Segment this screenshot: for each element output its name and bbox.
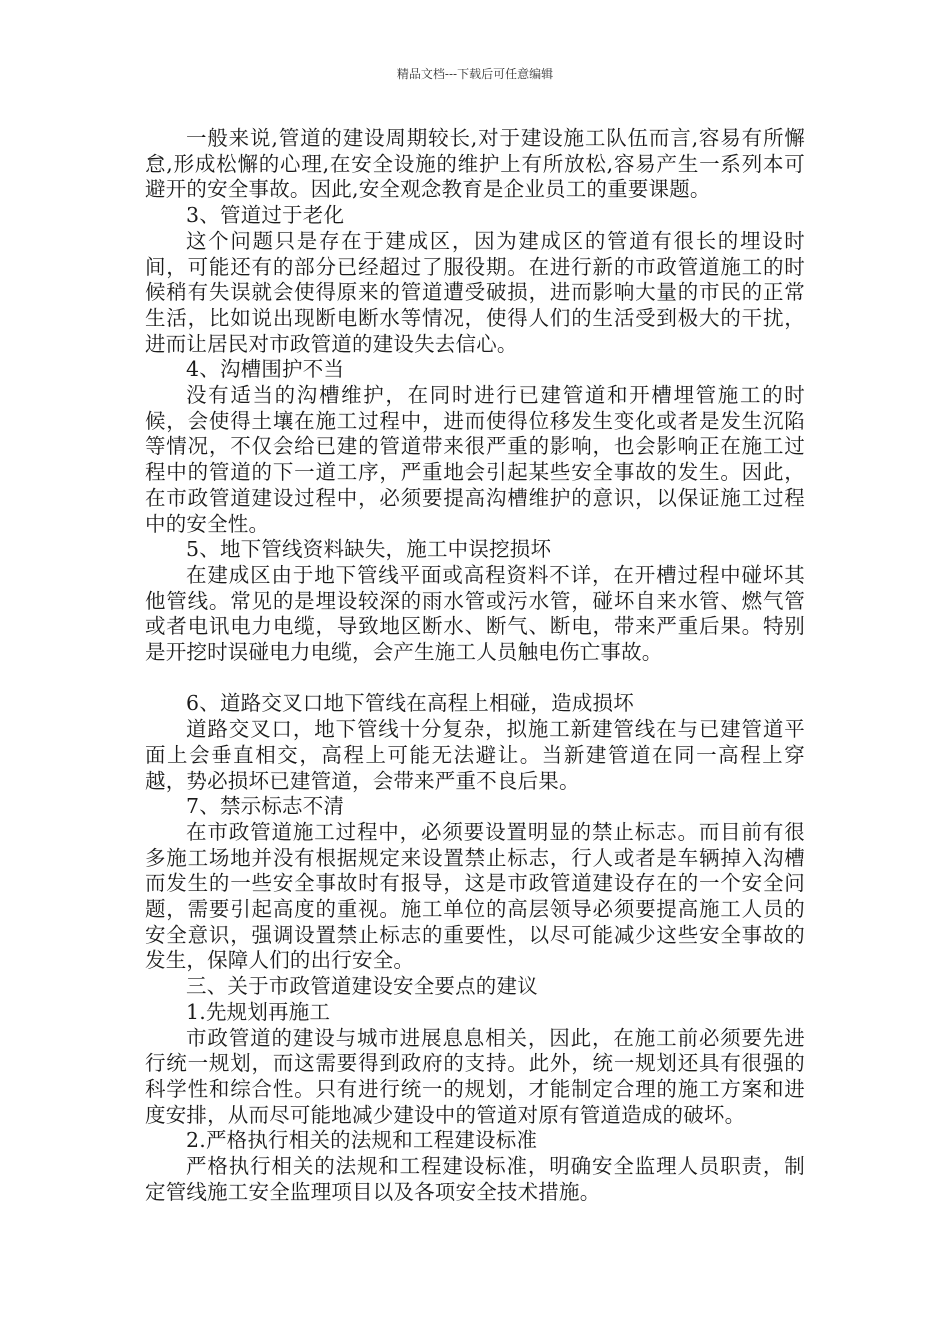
paragraph-trench-support: 没有适当的沟槽维护，在同时进行已建管道和开槽埋管施工的时候，会使得土壤在施工过程中，进而使得位移发生变化或者是发生沉陷等情况，不仅会给已建的管道带来很严重的影响，也会影响正在施工过程中的管道的下一道工序，严重地会引起某些安全事故的发生。因此，在市政管道建设过程中，必须要提高沟槽维护的意识，以保证施工过程中的安全性。 [145, 383, 805, 536]
heading-pipe-aging: 3、管道过于老化 [186, 203, 345, 228]
document-body [145, 126, 805, 1206]
paragraph-pipe-aging: 这个问题只是存在于建成区，因为建成区的管道有很长的埋设时间，可能还有的部分已经超过了服役期。在进行新的市政管道施工的时候稍有失误就会使得原来的管道遭受破损，进而影响大量的市民的正常生活，比如说出现断电断水等情况，使得人们的生活受到极大的干扰，进而让居民对市政管道的建设失去信心。 [145, 228, 805, 356]
heading-missing-records: 5、地下管线资料缺失，施工中误挖损坏 [186, 537, 552, 562]
page-header: 精品文档---下载后可任意编辑 [396, 67, 554, 81]
paragraph-unclear-signs: 在市政管道施工过程中，必须要设置明显的禁止标志。而目前有很多施工场地并没有根据规定来设置禁止标志，行人或者是车辆掉入沟槽而发生的一些安全事故时有报导，这是市政管道建设存在的一个安全问题，需要引起高度的重视。施工单位的高层领导必须要提高施工人员的安全意识，强调设置禁止标志的重要性，以尽可能减少这些安全事故的发生，保障人们的出行安全。 [145, 819, 805, 973]
paragraph-follow-standards: 严格执行相关的法规和工程建设标准，明确安全监理人员职责，制定管线施工安全监理项目以及各项安全技术措施。 [145, 1154, 805, 1204]
heading-follow-standards: 2.严格执行相关的法规和工程建设标准 [186, 1128, 538, 1153]
paragraph-safety-education: 一般来说,管道的建设周期较长,对于建设施工队伍而言,容易有所懈怠,形成松懈的心理,在安全设施的维护上有所放松,容易产生一系列本可避开的安全事故。因此,安全观念教育是企业员工的重要课题。 [145, 126, 805, 202]
heading-plan-first: 1.先规划再施工 [186, 999, 331, 1024]
heading-intersection-conflict: 6、道路交叉口地下管线在高程上相碰，造成损坏 [186, 691, 634, 716]
heading-suggestions: 三、关于市政管道建设安全要点的建议 [186, 974, 538, 999]
heading-unclear-signs: 7、禁示标志不清 [186, 794, 345, 819]
paragraph-missing-records: 在建成区由于地下管线平面或高程资料不详，在开槽过程中碰坏其他管线。常见的是埋设较深的雨水管或污水管，碰坏自来水管、燃气管或者电讯电力电缆，导致地区断水、断气、断电，带来严重后果。特别是开挖时误碰电力电缆，会产生施工人员触电伤亡事故。 [145, 562, 805, 665]
paragraph-intersection-conflict: 道路交叉口，地下管线十分复杂，拟施工新建管线在与已建管道平面上会垂直相交，高程上可能无法避让。当新建管道在同一高程上穿越，势必损坏已建管道，会带来严重不良后果。 [145, 717, 805, 793]
heading-trench-support: 4、沟槽围护不当 [186, 357, 345, 382]
paragraph-plan-first: 市政管道的建设与城市进展息息相关，因此，在施工前必须要先进行统一规划，而这需要得到政府的支持。此外，统一规划还具有很强的科学性和综合性。只有进行统一的规划，才能制定合理的施工方案和进度安排，从而尽可能地减少建设中的管道对原有管道造成的破坏。 [145, 1025, 805, 1127]
